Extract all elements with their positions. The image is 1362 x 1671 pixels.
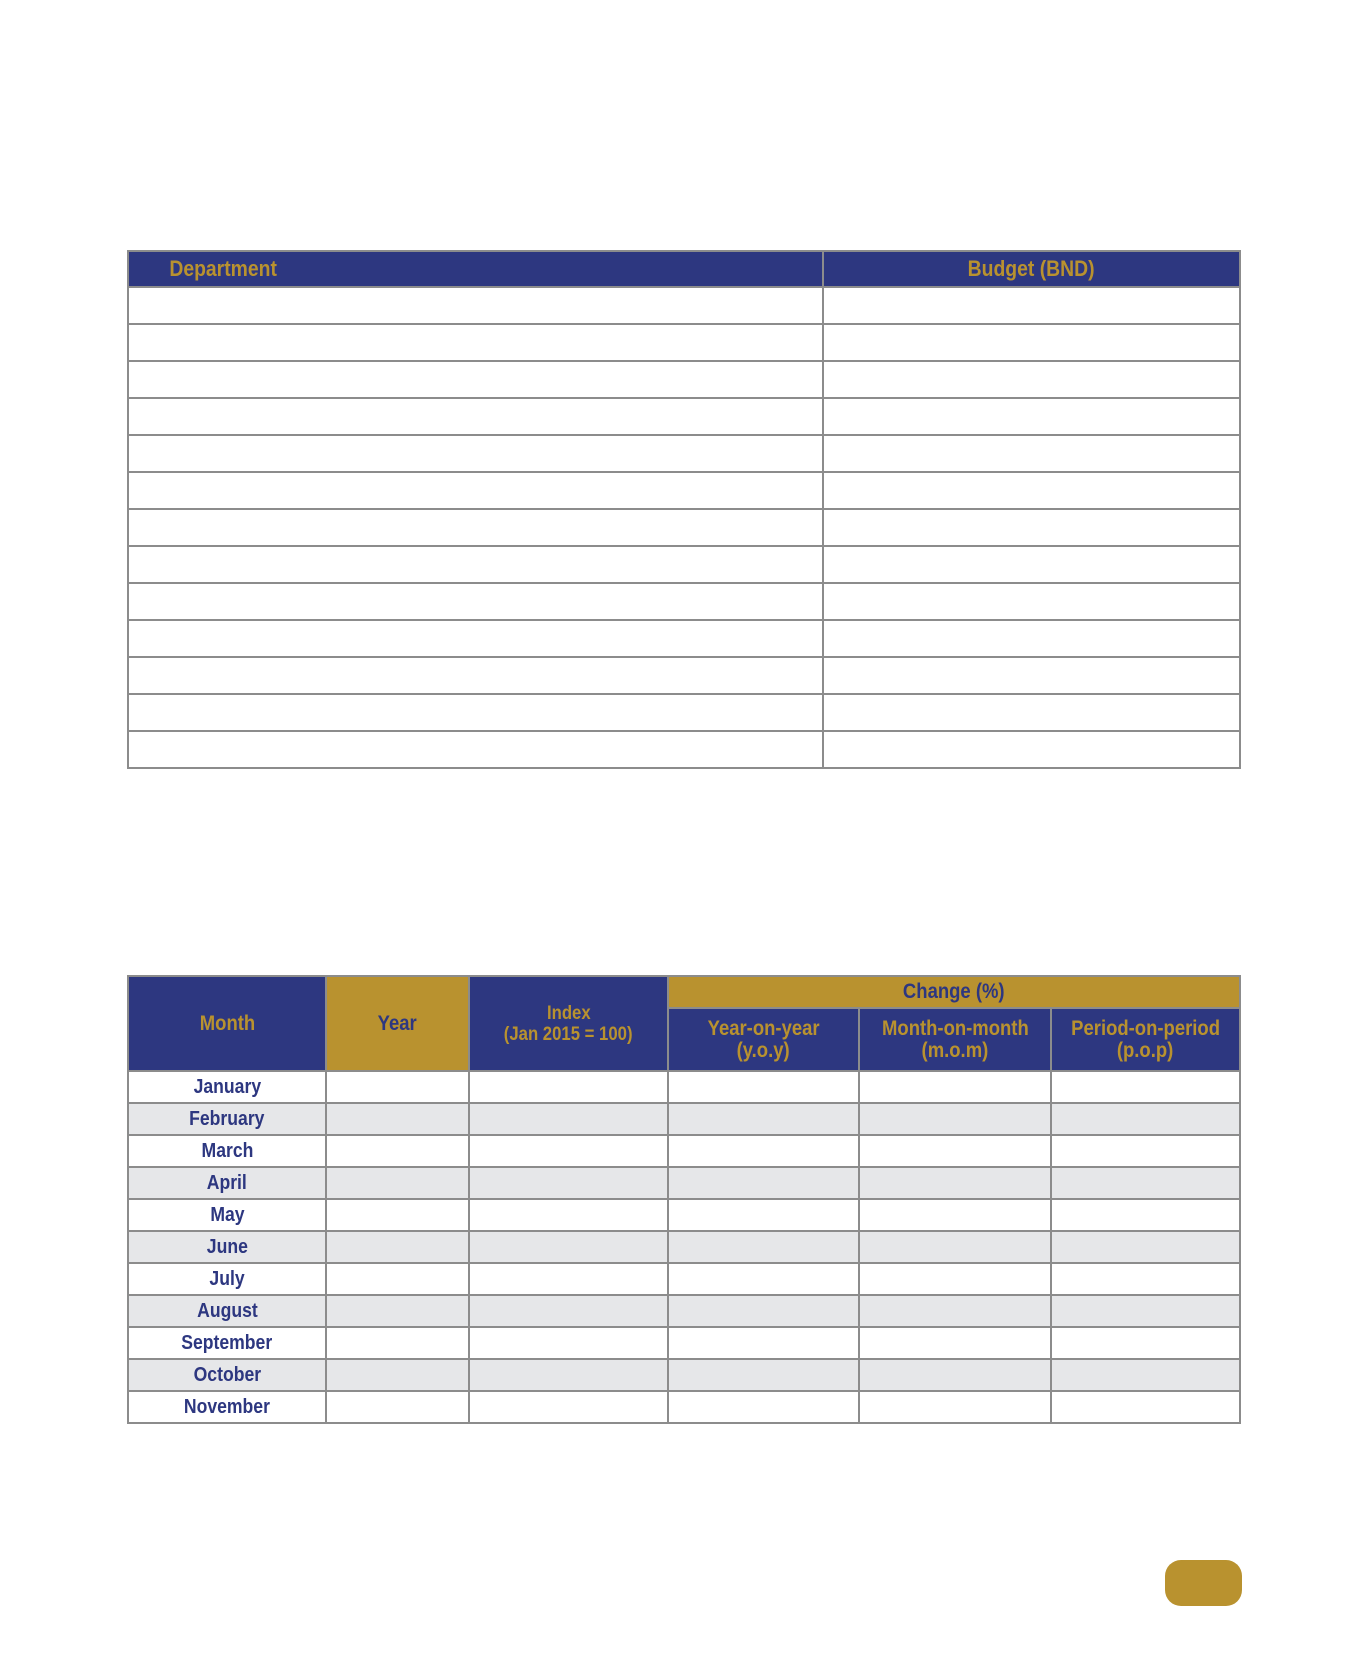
budget-cell[interactable] xyxy=(823,472,1240,509)
month-cell: July xyxy=(128,1263,326,1295)
table-row xyxy=(128,361,1240,398)
year-cell[interactable] xyxy=(326,1327,469,1359)
table-row xyxy=(128,1103,1240,1135)
index-cell[interactable] xyxy=(469,1071,668,1103)
budget-cell[interactable] xyxy=(823,324,1240,361)
table-row xyxy=(128,324,1240,361)
table-row xyxy=(128,1391,1240,1423)
pop-cell[interactable] xyxy=(1051,1359,1240,1391)
month-cell: September xyxy=(128,1327,326,1359)
index-header: Index (Jan 2015 = 100) xyxy=(469,976,668,1071)
year-cell[interactable] xyxy=(326,1359,469,1391)
yoy-cell[interactable] xyxy=(668,1231,859,1263)
year-cell[interactable] xyxy=(326,1231,469,1263)
pop-cell[interactable] xyxy=(1051,1295,1240,1327)
budget-cell[interactable] xyxy=(823,694,1240,731)
budget-cell[interactable] xyxy=(823,546,1240,583)
mom-cell[interactable] xyxy=(859,1135,1051,1167)
index-table-header-row-1 xyxy=(128,976,1240,1008)
department-header: Department xyxy=(128,251,823,287)
pop-header: Period-on-period (p.o.p) xyxy=(1051,1008,1240,1071)
budget-cell[interactable] xyxy=(823,620,1240,657)
month-cell: May xyxy=(128,1199,326,1231)
pop-cell[interactable] xyxy=(1051,1327,1240,1359)
yoy-cell[interactable] xyxy=(668,1391,859,1423)
index-cell[interactable] xyxy=(469,1263,668,1295)
pop-cell[interactable] xyxy=(1051,1071,1240,1103)
index-cell[interactable] xyxy=(469,1199,668,1231)
year-cell[interactable] xyxy=(326,1103,469,1135)
year-cell[interactable] xyxy=(326,1199,469,1231)
index-cell[interactable] xyxy=(469,1103,668,1135)
table-row xyxy=(128,472,1240,509)
department-cell[interactable] xyxy=(128,398,823,435)
mom-cell[interactable] xyxy=(859,1295,1051,1327)
table-row xyxy=(128,731,1240,768)
budget-cell[interactable] xyxy=(823,583,1240,620)
pop-cell[interactable] xyxy=(1051,1391,1240,1423)
department-cell[interactable] xyxy=(128,694,823,731)
yoy-cell[interactable] xyxy=(668,1103,859,1135)
budget-cell[interactable] xyxy=(823,435,1240,472)
pop-cell[interactable] xyxy=(1051,1167,1240,1199)
table-row xyxy=(128,398,1240,435)
yoy-cell[interactable] xyxy=(668,1071,859,1103)
yoy-cell[interactable] xyxy=(668,1359,859,1391)
department-budget-table xyxy=(127,250,1241,769)
table-row xyxy=(128,1231,1240,1263)
yoy-cell[interactable] xyxy=(668,1135,859,1167)
mom-cell[interactable] xyxy=(859,1359,1051,1391)
pop-cell[interactable] xyxy=(1051,1263,1240,1295)
table-row xyxy=(128,583,1240,620)
yoy-header: Year-on-year (y.o.y) xyxy=(668,1008,859,1071)
table-row xyxy=(128,1295,1240,1327)
year-header: Year xyxy=(326,976,469,1071)
month-cell: March xyxy=(128,1135,326,1167)
mom-cell[interactable] xyxy=(859,1327,1051,1359)
department-cell[interactable] xyxy=(128,583,823,620)
yoy-cell[interactable] xyxy=(668,1327,859,1359)
table-row xyxy=(128,1199,1240,1231)
year-cell[interactable] xyxy=(326,1263,469,1295)
index-cell[interactable] xyxy=(469,1327,668,1359)
table-row xyxy=(128,1167,1240,1199)
yoy-cell[interactable] xyxy=(668,1167,859,1199)
month-cell: January xyxy=(128,1071,326,1103)
index-cell[interactable] xyxy=(469,1295,668,1327)
department-cell[interactable] xyxy=(128,361,823,398)
table-row xyxy=(128,1359,1240,1391)
change-header: Change (%) xyxy=(668,976,1240,1008)
yoy-cell[interactable] xyxy=(668,1295,859,1327)
department-cell[interactable] xyxy=(128,509,823,546)
budget-cell[interactable] xyxy=(823,731,1240,768)
year-cell[interactable] xyxy=(326,1295,469,1327)
table-row xyxy=(128,435,1240,472)
pop-cell[interactable] xyxy=(1051,1199,1240,1231)
table-row xyxy=(128,1135,1240,1167)
index-cell[interactable] xyxy=(469,1391,668,1423)
table-row xyxy=(128,287,1240,324)
department-cell[interactable] xyxy=(128,472,823,509)
index-cell[interactable] xyxy=(469,1135,668,1167)
index-cell[interactable] xyxy=(469,1231,668,1263)
yoy-cell[interactable] xyxy=(668,1263,859,1295)
table-row xyxy=(128,1327,1240,1359)
month-cell: June xyxy=(128,1231,326,1263)
page-number-tab xyxy=(1165,1560,1242,1606)
table-row xyxy=(128,620,1240,657)
department-cell[interactable] xyxy=(128,731,823,768)
mom-cell[interactable] xyxy=(859,1231,1051,1263)
department-cell[interactable] xyxy=(128,657,823,694)
department-cell[interactable] xyxy=(128,324,823,361)
mom-cell[interactable] xyxy=(859,1167,1051,1199)
department-cell[interactable] xyxy=(128,287,823,324)
month-cell: February xyxy=(128,1103,326,1135)
budget-cell[interactable] xyxy=(823,509,1240,546)
year-cell[interactable] xyxy=(326,1391,469,1423)
department-cell[interactable] xyxy=(128,546,823,583)
budget-header: Budget (BND) xyxy=(823,251,1240,287)
budget-cell[interactable] xyxy=(823,287,1240,324)
month-header: Month xyxy=(128,976,326,1071)
budget-cell[interactable] xyxy=(823,657,1240,694)
table-row xyxy=(128,1071,1240,1103)
monthly-index-table xyxy=(127,975,1241,1424)
pop-cell[interactable] xyxy=(1051,1231,1240,1263)
year-cell[interactable] xyxy=(326,1135,469,1167)
month-cell: April xyxy=(128,1167,326,1199)
budget-cell[interactable] xyxy=(823,398,1240,435)
year-cell[interactable] xyxy=(326,1167,469,1199)
mom-cell[interactable] xyxy=(859,1103,1051,1135)
table-row xyxy=(128,509,1240,546)
month-cell: August xyxy=(128,1295,326,1327)
yoy-cell[interactable] xyxy=(668,1199,859,1231)
pop-cell[interactable] xyxy=(1051,1103,1240,1135)
mom-cell[interactable] xyxy=(859,1263,1051,1295)
month-cell: October xyxy=(128,1359,326,1391)
mom-cell[interactable] xyxy=(859,1199,1051,1231)
mom-cell[interactable] xyxy=(859,1391,1051,1423)
department-cell[interactable] xyxy=(128,620,823,657)
month-cell: November xyxy=(128,1391,326,1423)
department-cell[interactable] xyxy=(128,435,823,472)
pop-cell[interactable] xyxy=(1051,1135,1240,1167)
mom-cell[interactable] xyxy=(859,1071,1051,1103)
budget-cell[interactable] xyxy=(823,361,1240,398)
mom-header: Month-on-month (m.o.m) xyxy=(859,1008,1051,1071)
index-cell[interactable] xyxy=(469,1359,668,1391)
year-cell[interactable] xyxy=(326,1071,469,1103)
table-row xyxy=(128,1263,1240,1295)
budget-table-header-row xyxy=(128,251,1240,287)
table-row xyxy=(128,546,1240,583)
index-cell[interactable] xyxy=(469,1167,668,1199)
table-row xyxy=(128,694,1240,731)
table-row xyxy=(128,657,1240,694)
